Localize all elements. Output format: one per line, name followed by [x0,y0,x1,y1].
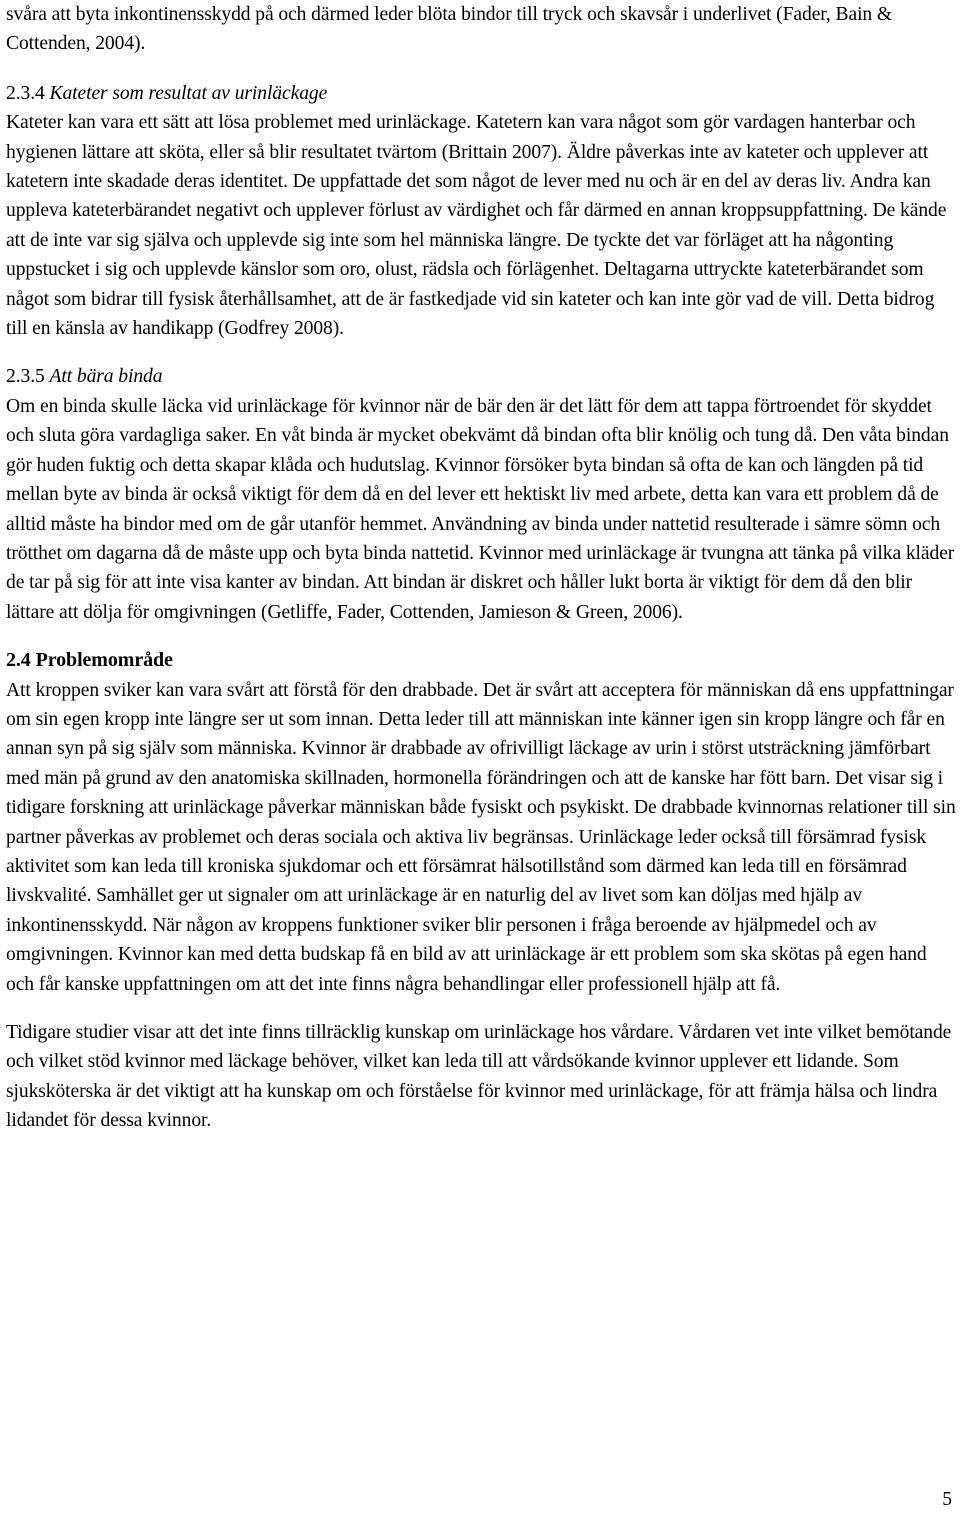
section-2-3-4-heading [6,79,956,108]
section-title: Att bära binda [49,366,163,388]
page-number: 5 [942,1489,952,1510]
section-2-3-4-body: Kateter kan vara ett sätt att lösa problemet med urinläckage. Katetern kan vara något som gör vardagen hanterbar och hygienen lättare att sköta, eller så blir resultatet tvärtom (Brittain 2007). Äldre påverkas inte av kateter och upplever att katetern inte skadade deras identitet. De uppfattade det som något de lever med nu och är en del av deras liv. Andra kan uppleva kateterbärandet negativt och upplever förlust av värdighet och får därmed en annan kroppsuppfattning. De kände att de inte var sig själva och upplevde sig inte som hel människa längre. De tyckte det var förläget att ha någonting uppstucket i sig och upplevde känslor som oro, olust, rädsla och förlägenhet. Deltagarna uttryckte kateterbärandet som något som bidrar till fysisk återhållsamhet, att de är fastkedjade vid sin kateter och kan inte gör vad de vill. Detta bidrog till en känsla av handikapp (Godfrey 2008). [6,112,947,340]
section-number: 2.3.5 [6,366,45,388]
section-2-4-body-second: Tidigare studier visar att det inte finns tillräcklig kunskap om urinläckage hos vårdare. Vårdaren vet inte vilket bemötande och vilket stöd kvinnor med läckage behöver, vilket kan leda till att vårdsökande kvinnor upplever ett lidande. Som sjuksköterska är det viktigt att ha kunskap om och förståelse för kvinnor med urinläckage, för att främja hälsa och lindra lidandet för dessa kvinnor. [6,1022,952,1132]
spacer [6,999,956,1018]
spacer [6,59,956,79]
section-title: Problemområde [35,649,173,672]
section-title: Kateter som resultat av urinläckage [49,82,328,104]
section-2-3-5-body: Om en binda skulle läcka vid urinläckage för kvinnor när de bär den är det lätt för dem att tappa förtroendet för skyddet och sluta göra vardagliga saker. En våt binda är mycket obekvämt då bindan ofta blir knölig och tung då. Den våta bindan gör huden fuktig och detta skapar klåda och hudutslag. Kvinnor försöker byta bindan så ofta de kan och längden på tid mellan byte av binda är också viktigt för dem då en del lever ett hektiskt liv med arbete, detta kan vara ett problem då de alltid måste ha bindor med om de går utanför hemmet. Användning av binda under nattetid resulterade i sämre sömn och trötthet om dagarna då de måste upp och byta binda nattetid. Kvinnor med urinläckage är tvungna att tänka på vilka kläder de tar på sig för att inte visa kanter av bindan. Att bindan är diskret och håller lukt borta är viktigt för dem då den blir lättare att dölja för omgivningen (Getliffe, Fader, Cottenden, Jamieson & Green, 2006). [6,395,955,623]
section-2-4-body: Att kroppen sviker kan vara svårt att förstå för den drabbade. Det är svårt att acceptera för människan då ens uppfattningar om sin egen kropp inte längre ser ut som innan. Detta leder till att människan inte känner igen sin kropp längre och får en annan syn på sig själv som människa. Kvinnor är drabbade av ofrivilligt läckage av urin i störst utsträckning jämförbart med män på grund av den anatomiska skillnaden, hormonella förändringen och att de kanske har fött barn. Det visar sig i tidigare forskning att urinläckage påverkar människan både fysiskt och psykiskt. De drabbade kvinnornas relationer till sin partner påverkas av problemet och deras sociala och aktiva liv begränsas. Urinläckage leder också till försämrad fysisk aktivitet som kan leda till kroniska sjukdomar och ett försämrat hälsotillstånd som därmed kan leda till en försämrad livskvalité. Samhället ger ut signaler om att urinläckage är en naturlig del av livet som kan döljas med hjälp av inkontinensskydd. När någon av kroppens funktioner sviker blir personen i fråga beroende av hjälpmedel och av omgivningen. Kvinnor kan med detta budskap få en bild av att urinläckage är ett problem som ska skötas på egen hand och får kanske uppfattningen om att det inte finns några behandlingar eller professionell hjälp att få. [6,679,956,995]
section-2-3-5-heading [6,362,956,391]
section-2-4-heading [6,646,956,675]
section-number: 2.4 [6,649,31,672]
section-number: 2.3.4 [6,82,45,104]
document-page [6,0,956,1136]
spacer [6,627,956,646]
spacer [6,343,956,362]
intro-paragraph: svåra att byta inkontinensskydd på och därmed leder blöta bindor till tryck och skavsår i underlivet (Fader, Bain & Cottenden, 2004). [6,4,893,55]
